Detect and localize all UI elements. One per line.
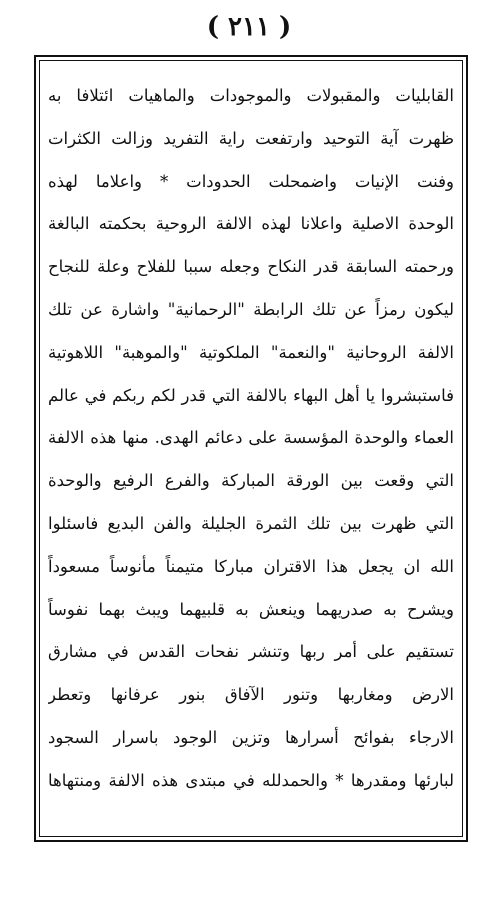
text-block [48,75,454,828]
text-line-13: ويشرح به صدريهما وينعش به قلبيهما ويبث بهما نفوساً [48,599,454,619]
text-line-10: التي وقعت بين الورقة المباركة والفرع الرفيع والوحدة [48,471,454,491]
text-line-3: وفنت الإنيات واضمحلت الحدودات * واعلاما لهذه [48,171,454,191]
text-line-15: الارض ومغاربها وتنور الآفاق بنور عرفانها وتعطر [48,685,454,705]
text-line-6: ليكون رمزاً عن تلك الرابطة "الرحمانية" واشارة عن تلك [48,299,454,319]
page-border-inner [39,60,463,837]
text-line-1: القابليات والمقبولات والموجودات والماهيات ائتلافا به [48,86,454,105]
text-line-2: ظهرت آية التوحيد وارتفعت راية التفريد وزالت الكثرات [48,128,454,148]
text-line-17: لبارئها ومقدرها * والحمدلله في مبتدى هذه الالفة ومنتهاها [48,770,454,790]
text-line-11: التي ظهرت بين تلك الثمرة الجليلة والفن البديع فاسئلوا [48,513,454,533]
text-line-8: فاستبشروا يا أهل البهاء بالالفة التي قدر لكم ربكم في عالم [48,385,454,405]
page-border [34,55,468,842]
text-line-12: الله ان يجعل هذا الاقتران مباركا متيمناً مأنوساً مسعوداً [48,556,454,576]
page-number: ( ٢١١ ) [206,12,292,42]
text-line-14: تستقيم على أمر ربها وتنشر نفحات القدس في مشارق [48,642,454,662]
text-line-16: الارجاء بفوائح أسرارها وتزين الوجود باسرار السجود [48,727,454,747]
text-line-7: الالفة الروحانية "والنعمة" الملكوتية "والموهبة" اللاهوتية [48,342,454,362]
text-line-9: العماء والوحدة المؤسسة على دعائم الهدى. منها هذه الالفة [48,428,454,448]
text-line-5: ورحمته السابقة قدر النكاح وجعله سببا للفلاح وعلة للنجاح [48,257,454,277]
text-line-4: الوحدة الاصلية واعلانا لهذه الالفة الروحية بحكمته البالغة [48,214,454,234]
